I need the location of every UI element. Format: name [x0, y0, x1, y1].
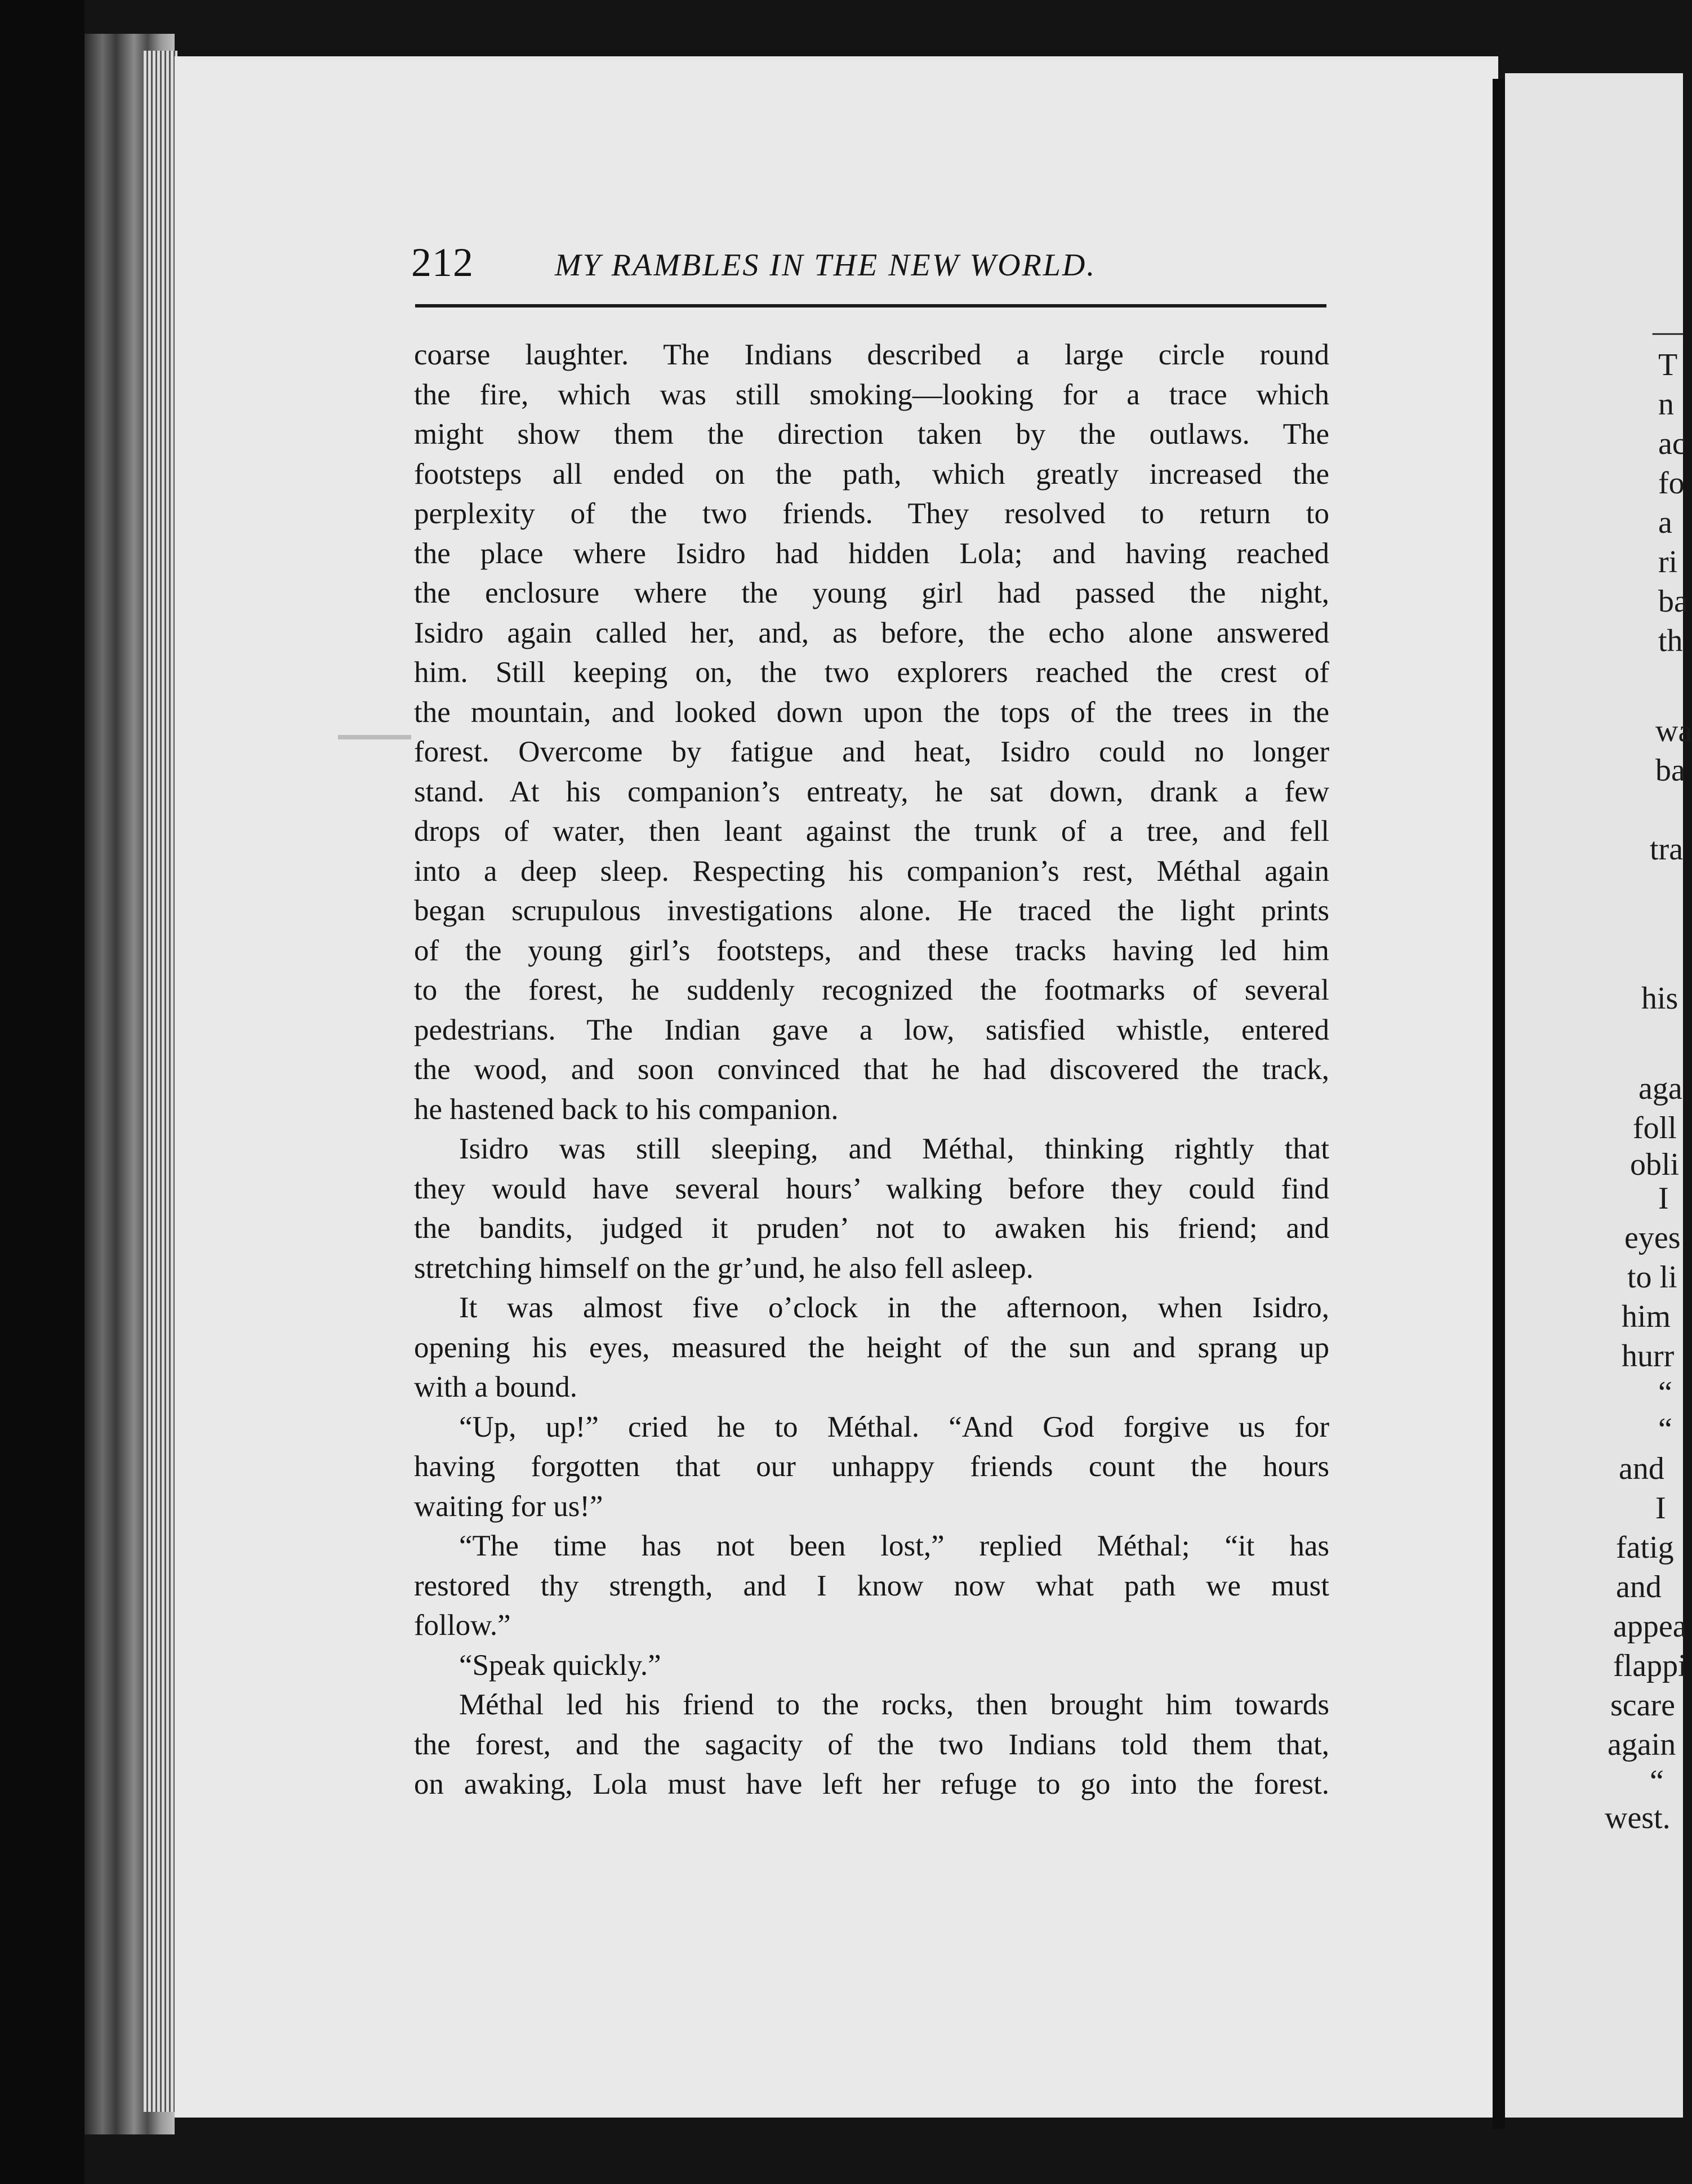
text-line: on awaking, Lola must have left her refuge to go into the forest.: [414, 1768, 1329, 1800]
right-fragment: “: [1650, 1764, 1664, 1799]
right-fragment: him: [1622, 1299, 1671, 1334]
right-fragment: to li: [1627, 1260, 1677, 1295]
text-line: with a bound.: [414, 1371, 577, 1403]
text-line: the fire, which was still smoking—looking for a trace which: [414, 378, 1329, 411]
page-edges: [144, 51, 177, 2112]
right-fragment: obli: [1630, 1147, 1680, 1182]
right-fragment: th: [1658, 623, 1683, 658]
right-fragment: I: [1655, 1491, 1666, 1526]
right-fragment: hurr: [1622, 1339, 1675, 1374]
page-header: [411, 239, 1341, 290]
text-line: the bandits, judged it pruden’ not to awaken his friend; and: [414, 1212, 1329, 1245]
text-line: Méthal led his friend to the rocks, then brought him towards: [459, 1688, 1329, 1721]
text-line: the place where Isidro had hidden Lola; and having reached: [414, 537, 1329, 570]
page-smudge: [338, 735, 411, 739]
right-fragment: foll: [1633, 1111, 1677, 1146]
text-line: coarse laughter. The Indians described a large circle round: [414, 338, 1329, 371]
gutter: [1493, 79, 1505, 2129]
text-line: the mountain, and looked down upon the tops of the trees in the: [414, 696, 1329, 729]
right-fragment: fo: [1658, 466, 1685, 501]
text-line: drops of water, then leant against the trunk of a tree, and fell: [414, 815, 1329, 848]
text-line: opening his eyes, measured the height of the sun and sprang up: [414, 1331, 1329, 1364]
text-line: “Speak quickly.”: [459, 1648, 661, 1682]
text-line: of the young girl’s footsteps, and these tracks having led him: [414, 934, 1329, 967]
text-line: Isidro again called her, and, as before, the echo alone answered: [414, 616, 1329, 649]
text-line: the enclosure where the young girl had passed the night,: [414, 577, 1329, 609]
right-fragment: I: [1658, 1181, 1669, 1216]
right-fragment: appea: [1613, 1609, 1687, 1644]
text-line: into a deep sleep. Respecting his companion’s rest, Méthal again: [414, 854, 1329, 888]
text-line: “The time has not been lost,” replied Méthal; “it has: [459, 1530, 1329, 1562]
text-line: began scrupulous investigations alone. He traced the light prints: [414, 894, 1329, 927]
right-fragment: eyes: [1624, 1220, 1681, 1255]
text-line: they would have several hours’ walking before they could find: [414, 1172, 1329, 1205]
running-title: MY RAMBLES IN THE NEW WORLD.: [555, 248, 1097, 283]
right-fragment: tra: [1650, 832, 1684, 867]
text-line: footsteps all ended on the path, which greatly increased the: [414, 457, 1329, 491]
text-line: It was almost five o’clock in the afternoon, when Isidro,: [459, 1291, 1329, 1324]
right-fragment: again: [1608, 1727, 1676, 1762]
right-fragment: —: [1653, 314, 1684, 349]
text-line: Isidro was still sleeping, and Méthal, thinking rightly that: [459, 1133, 1329, 1165]
text-line: follow.”: [414, 1609, 511, 1642]
text-line: pedestrians. The Indian gave a low, satisfied whistle, entered: [414, 1013, 1329, 1046]
right-fragment: and: [1616, 1570, 1662, 1604]
right-fragment: ba: [1658, 584, 1688, 619]
right-fragment: n: [1658, 387, 1674, 422]
text-line: having forgotten that our unhappy friends count the hours: [414, 1450, 1329, 1483]
right-fragment: ri: [1658, 545, 1678, 580]
right-fragment: scare: [1610, 1688, 1676, 1723]
text-line: might show them the direction taken by the outlaws. The: [414, 418, 1329, 451]
text-line: the forest, and the sagacity of the two Indians told them that,: [414, 1728, 1329, 1761]
text-line: “Up, up!” cried he to Méthal. “And God forgive us for: [459, 1410, 1329, 1443]
book-binding: [0, 0, 84, 2184]
text-line: waiting for us!”: [414, 1490, 603, 1523]
right-fragment: flappi: [1613, 1648, 1687, 1683]
right-fragment: and: [1619, 1451, 1664, 1486]
text-line: he hastened back to his companion.: [414, 1093, 839, 1126]
right-fragment: aga: [1638, 1071, 1682, 1106]
right-page-partial: [1505, 73, 1692, 2118]
right-fragment: wa: [1655, 714, 1692, 748]
text-line: forest. Overcome by fatigue and heat, Isidro could no longer: [414, 736, 1329, 768]
right-fragment: fatig: [1616, 1530, 1674, 1565]
body-text: [414, 335, 1329, 1804]
text-line: stretching himself on the gr’und, he also fell asleep.: [414, 1251, 1034, 1285]
right-fragment: west.: [1605, 1800, 1671, 1835]
right-fragment: “: [1658, 1412, 1672, 1447]
text-line: stand. At his companion’s entreaty, he sat down, drank a few: [414, 775, 1329, 808]
right-fragment: his: [1641, 981, 1678, 1016]
page-number: 212: [411, 240, 474, 285]
text-line: perplexity of the two friends. They resolved to return to: [414, 497, 1329, 530]
right-fragment: T: [1658, 347, 1678, 382]
right-fragment: ac: [1658, 426, 1686, 461]
text-line: the wood, and soon convinced that he had discovered the track,: [414, 1053, 1329, 1086]
text-line: restored thy strength, and I know now what path we must: [414, 1569, 1329, 1602]
right-fragment: ba: [1655, 753, 1685, 788]
text-line: him. Still keeping on, the two explorers reached the crest of: [414, 656, 1329, 689]
header-rule: [415, 304, 1326, 307]
right-fragment: a: [1658, 505, 1672, 540]
right-fragment: “: [1658, 1375, 1672, 1410]
text-line: to the forest, he suddenly recognized the footmarks of several: [414, 974, 1329, 1006]
